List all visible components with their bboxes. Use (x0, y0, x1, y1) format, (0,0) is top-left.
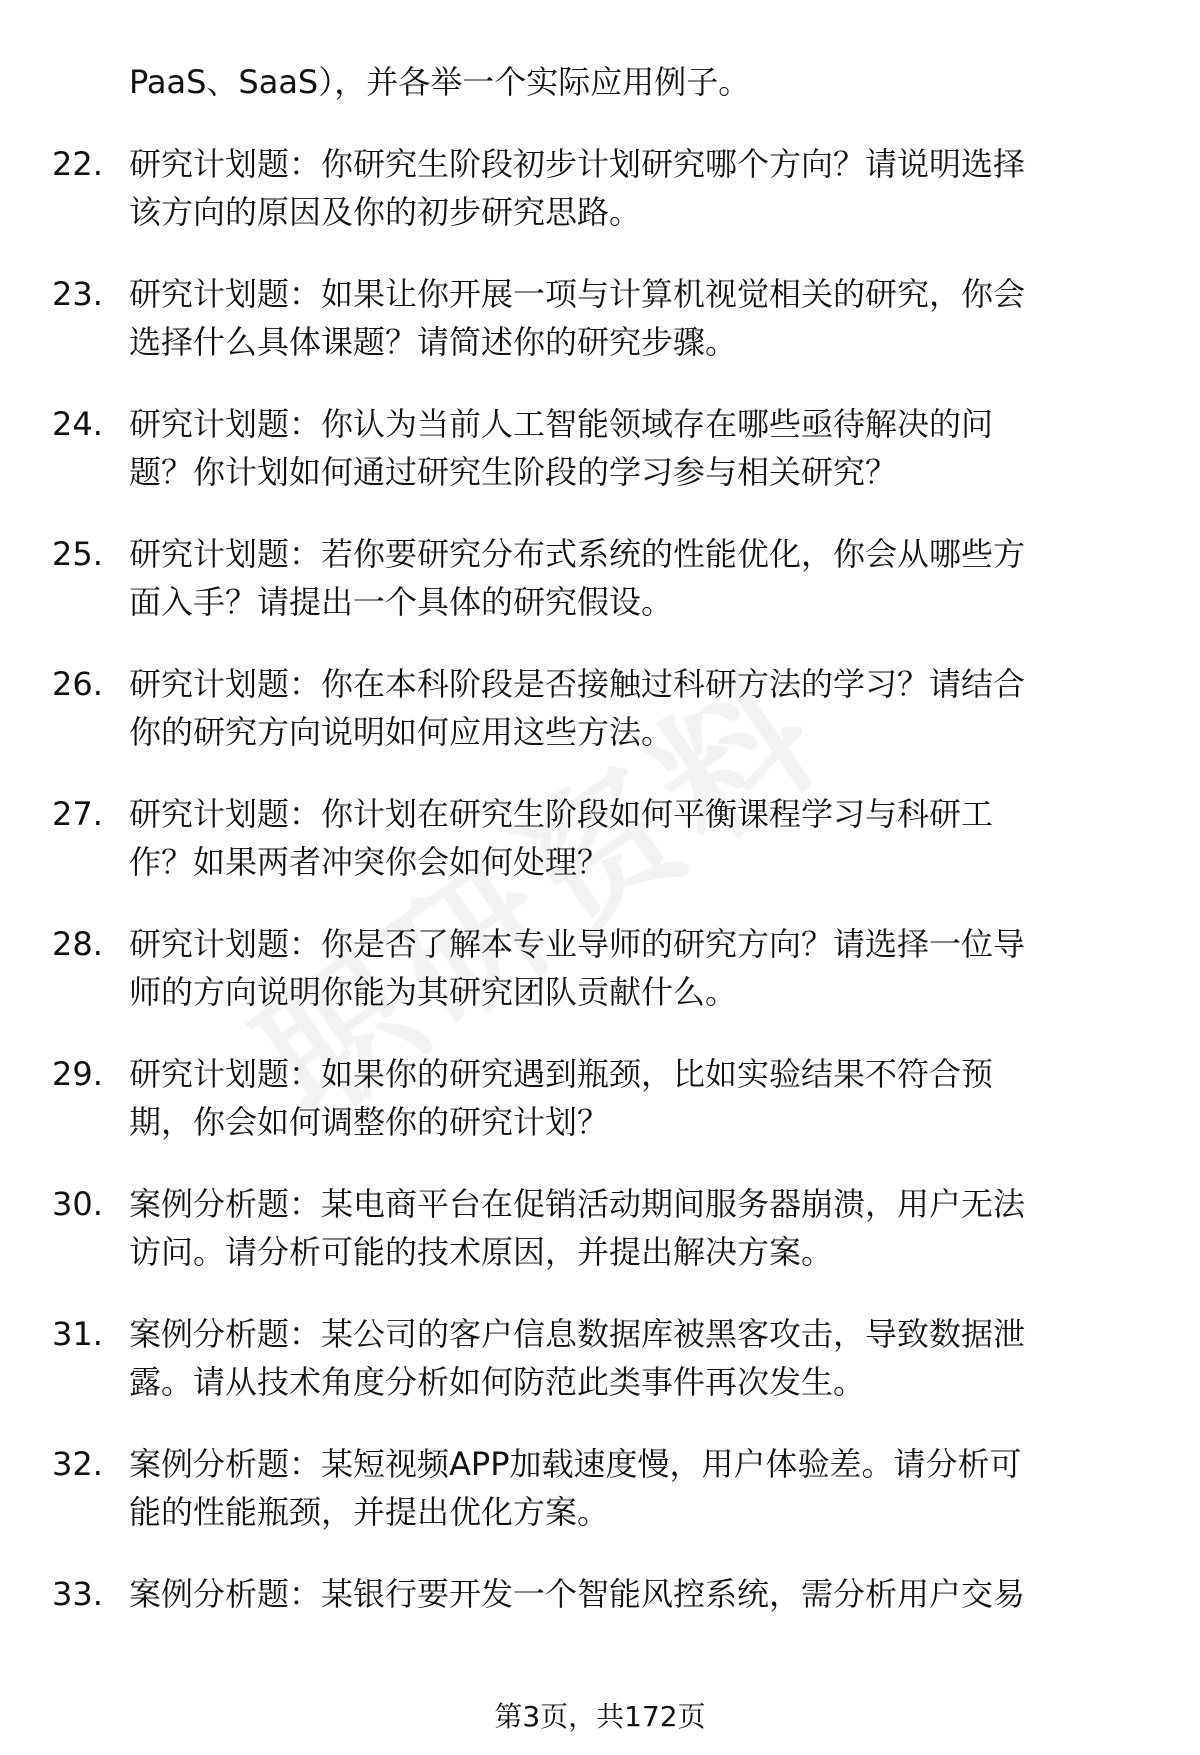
question-text: 研究计划题：你研究生阶段初步计划研究哪个方向？请说明选择 (129, 145, 1026, 183)
question-number: 33. (52, 1575, 103, 1613)
question-text: 能的性能瓶颈，并提出优化方案。 (129, 1493, 610, 1531)
question-text: 案例分析题：某电商平台在促销活动期间服务器崩溃，用户无法 (129, 1185, 1026, 1223)
question-text: 该方向的原因及你的初步研究思路。 (129, 193, 642, 231)
question-number: 23. (52, 275, 103, 313)
question-text: 面入手？请提出一个具体的研究假设。 (129, 583, 674, 621)
question-number: 30. (52, 1185, 103, 1223)
question-item (52, 1050, 1152, 1146)
question-number: 25. (52, 535, 103, 573)
question-text: 研究计划题：你计划在研究生阶段如何平衡课程学习与科研工 (129, 795, 994, 833)
question-text: 你的研究方向说明如何应用这些方法。 (129, 713, 674, 751)
question-text: 案例分析题：某短视频APP加载速度慢，用户体验差。请分析可 (129, 1445, 1022, 1483)
question-text: 师的方向说明你能为其研究团队贡献什么。 (129, 973, 738, 1011)
question-item (52, 920, 1152, 1016)
question-text: 题？你计划如何通过研究生阶段的学习参与相关研究？ (129, 453, 898, 491)
question-item (52, 1440, 1152, 1536)
question-item (52, 530, 1152, 626)
question-item (52, 660, 1152, 756)
question-text: 作？如果两者冲突你会如何处理？ (129, 843, 610, 881)
question-text: 研究计划题：如果你的研究遇到瓶颈，比如实验结果不符合预 (129, 1055, 994, 1093)
question-number: 31. (52, 1315, 103, 1353)
question-text: 选择什么具体课题？请简述你的研究步骤。 (129, 323, 738, 361)
question-text: 访问。请分析可能的技术原因，并提出解决方案。 (129, 1233, 834, 1271)
question-text: 案例分析题：某银行要开发一个智能风控系统，需分析用户交易 (129, 1575, 1026, 1613)
question-number: 22. (52, 145, 103, 183)
question-text: 研究计划题：你在本科阶段是否接触过科研方法的学习？请结合 (129, 665, 1026, 703)
question-number: 26. (52, 665, 103, 703)
page-footer: 第3页，共172页 (494, 1700, 706, 1733)
question-item (52, 400, 1152, 496)
question-text: 研究计划题：你是否了解本专业导师的研究方向？请选择一位导 (129, 925, 1026, 963)
question-number: 29. (52, 1055, 103, 1093)
question-number: 24. (52, 405, 103, 443)
question-item (52, 1570, 1152, 1618)
continued-line: PaaS、SaaS），并各举一个实际应用例子。 (129, 63, 751, 101)
question-text: 案例分析题：某公司的客户信息数据库被黑客攻击，导致数据泄 (129, 1315, 1026, 1353)
question-number: 28. (52, 925, 103, 963)
question-item (52, 140, 1152, 236)
question-text: 期，你会如何调整你的研究计划？ (129, 1103, 610, 1141)
question-text: 露。请从技术角度分析如何防范此类事件再次发生。 (129, 1363, 866, 1401)
question-text: 研究计划题：你认为当前人工智能领域存在哪些亟待解决的问 (129, 405, 994, 443)
question-item (52, 790, 1152, 886)
question-number: 27. (52, 795, 103, 833)
question-list (52, 58, 1152, 1618)
question-text: 研究计划题：若你要研究分布式系统的性能优化，你会从哪些方 (129, 535, 1026, 573)
question-item (52, 270, 1152, 366)
question-text: 研究计划题：如果让你开展一项与计算机视觉相关的研究，你会 (129, 275, 1026, 313)
question-item (52, 1310, 1152, 1406)
question-item (52, 1180, 1152, 1276)
question-number: 32. (52, 1445, 103, 1483)
